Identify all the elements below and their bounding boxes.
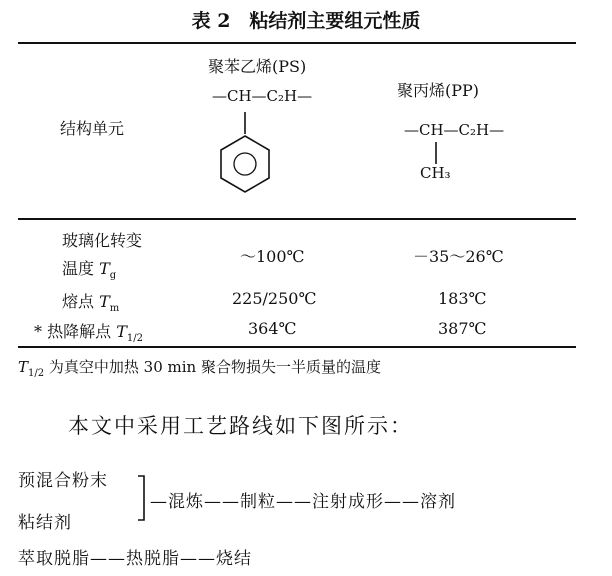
tg-label-line1: 玻璃化转变 — [62, 231, 143, 250]
tg-ps-value: ～100℃ — [240, 247, 305, 266]
tg-label-line2: 温度 $T_g$ — [62, 259, 117, 282]
process-intro: 本文中采用工艺路线如下图所示： — [68, 414, 413, 438]
pp-methyl-group: CH₃ — [420, 164, 451, 182]
structure-unit-label: 结构单元 — [60, 119, 125, 138]
table-title: 表 2 粘结剂主要组元性质 — [191, 10, 421, 32]
table-footnote: $T_{1/2}$ 为真空中加热 30 min 聚合物损失一半质量的温度 — [18, 358, 381, 379]
pp-formula: —CH—C₂H— — [404, 121, 505, 139]
process-step-line1: —混炼——制粒——注射成形——溶剂 — [150, 492, 456, 512]
table-top-rule — [18, 42, 576, 44]
mp-label: 熔点 $T_m$ — [62, 292, 120, 315]
ps-formula: —CH—C₂H— — [212, 87, 313, 105]
column-pp-name: 聚丙烯(PP) — [397, 81, 480, 100]
pp-methyl-bond — [432, 142, 442, 166]
process-input-binder: 粘结剂 — [18, 513, 72, 533]
td-pp-value: 387℃ — [438, 319, 487, 338]
mp-ps-value: 225/250℃ — [232, 289, 317, 308]
tg-pp-value: －35～26℃ — [413, 247, 504, 266]
ps-benzene-ring — [215, 112, 275, 202]
column-ps-name: 聚苯乙烯(PS) — [208, 57, 307, 76]
table-mid-rule — [18, 218, 576, 220]
process-input-powder: 预混合粉末 — [18, 471, 108, 491]
td-ps-value: 364℃ — [248, 319, 297, 338]
td-label: * 热降解点 $T_{1/2}$ — [34, 322, 143, 345]
mp-pp-value: 183℃ — [438, 289, 487, 308]
table-bottom-rule — [18, 346, 576, 348]
process-step-line2: 萃取脱脂——热脱脂——烧结 — [18, 549, 252, 569]
